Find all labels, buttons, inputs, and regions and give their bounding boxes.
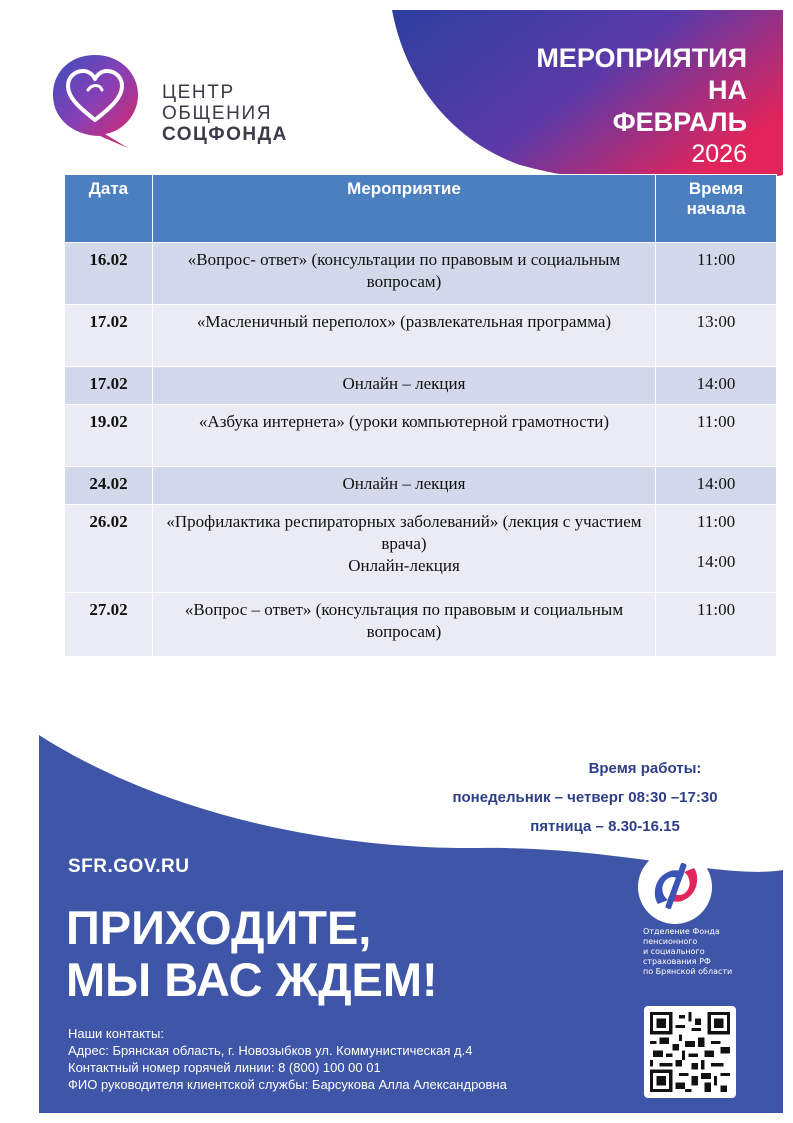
title-line-2: НА [708,75,747,105]
working-hours-weekdays: понедельник – четверг 08:30 –17:30 [452,789,718,806]
table-row [65,593,777,657]
row-date: 27.02 [65,593,153,657]
row-date: 26.02 [65,505,153,593]
table-row [65,243,777,305]
table-row [65,467,777,505]
org-caption-line: страхования РФ [643,957,711,966]
website-link[interactable]: SFR.GOV.RU [68,856,190,877]
logo-line-3: СОЦФОНДА [162,124,288,145]
row-time: 11:00 [656,243,777,305]
column-header-time: Время начала [656,175,777,243]
org-caption-line: пенсионного [643,937,698,946]
row-event: «Профилактика респираторных заболеваний» (лекция с участием врача) [166,512,642,553]
title-line-1: МЕРОПРИЯТИЯ [536,43,747,73]
row-event: «Масленичный переполох» (развлекательная программа) [152,305,655,367]
row-event: «Вопрос- ответ» (консультации по правовым и социальным вопросам) [152,243,655,305]
row-date: 16.02 [65,243,153,305]
slogan-line-1: ПРИХОДИТЕ, [66,901,372,954]
row-event-cell [152,505,655,593]
row-time-cell [656,505,777,593]
events-table [64,174,777,657]
table-row [65,305,777,367]
row-event: «Азбука интернета» (уроки компьютерной грамотности) [152,405,655,467]
row-time: 13:00 [656,305,777,367]
logo-wordmark [162,82,288,145]
sfr-logo-icon [646,856,706,916]
row-event: «Вопрос – ответ» (консультация по правовым и социальным вопросам) [152,593,655,657]
org-caption-line: и социального [643,947,705,956]
row-event: Онлайн – лекция [152,367,655,405]
slogan-line-2: МЫ ВАС ЖДЕМ! [66,953,438,1006]
row-time: 11:00 [656,593,777,657]
working-hours-friday: пятница – 8.30-16.15 [530,818,680,835]
row-time: 11:00 [696,512,736,531]
row-date: 17.02 [65,367,153,405]
title-year: 2026 [691,140,747,168]
row-date: 24.02 [65,467,153,505]
logo-line-1: ЦЕНТР [162,82,235,103]
row-time: 11:00 [656,405,777,467]
logo-line-2: ОБЩЕНИЯ [162,103,273,124]
column-header-date: Дата [65,175,153,243]
slogan [66,902,438,1006]
row-event: Онлайн – лекция [152,467,655,505]
working-hours [380,754,750,841]
page-title [536,42,747,170]
table-row [65,405,777,467]
contacts-manager: ФИО руководителя клиентской службы: Барсукова Алла Александровна [68,1077,507,1092]
working-hours-title: Время работы: [588,760,702,777]
qr-code-icon [650,1012,730,1092]
org-caption-line: по Брянской области [643,967,733,976]
org-caption [643,927,773,977]
contacts-address: Адрес: Брянская область, г. Новозыбков ул. Коммунистическая д.4 [68,1043,473,1058]
table-row [65,367,777,405]
row-date: 19.02 [65,405,153,467]
row-time: 14:00 [656,467,777,505]
heart-chat-logo-icon [50,50,140,150]
row-time: 14:00 [656,367,777,405]
row-time-secondary: 14:00 [696,552,736,571]
row-event-secondary: Онлайн-лекция [348,556,460,575]
column-header-event: Мероприятие [152,175,655,243]
row-date: 17.02 [65,305,153,367]
contacts-title: Наши контакты: [68,1026,164,1041]
contacts-hotline: Контактный номер горячей линии: 8 (800) 100 00 01 [68,1060,381,1075]
contacts-block [68,1025,507,1093]
title-line-3: ФЕВРАЛЬ [612,107,747,137]
table-header-row [65,175,777,243]
org-caption-line: Отделение Фонда [643,927,720,936]
qr-code[interactable] [644,1006,736,1098]
table-row [65,505,777,593]
